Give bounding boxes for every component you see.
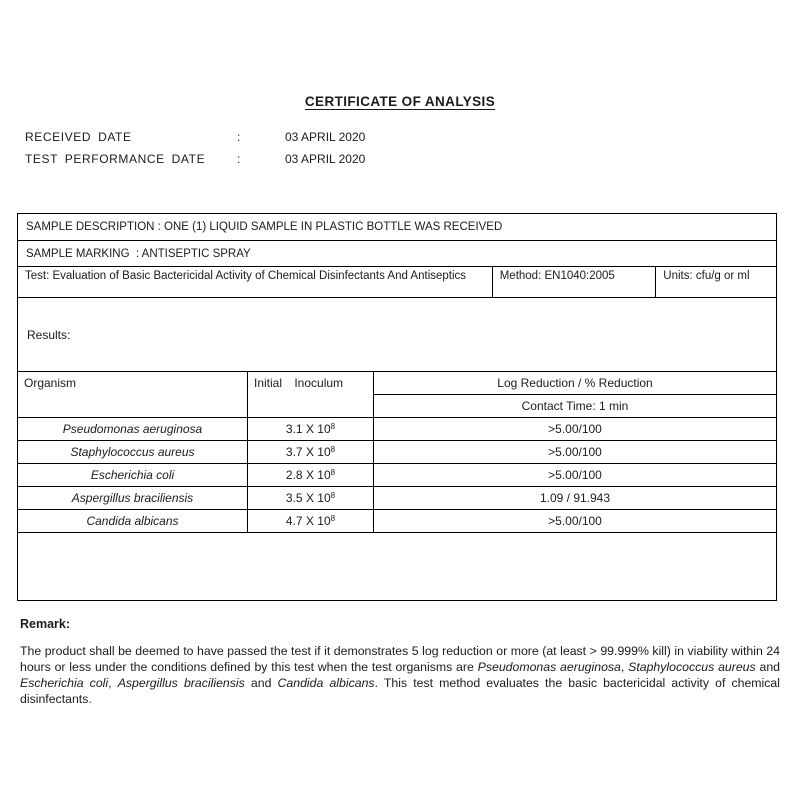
certificate-table — [17, 213, 777, 601]
remark-heading: Remark: — [20, 617, 71, 631]
table-row — [18, 487, 776, 510]
received-date-label: RECEIVED DATE — [25, 130, 132, 144]
test-performance-date-row — [25, 152, 525, 168]
inoculum-exponent: 8 — [330, 514, 336, 523]
result-cell: 1.09 / 91.943 — [539, 491, 611, 505]
results-label-cell: Results: — [18, 298, 776, 372]
table-row — [18, 464, 776, 487]
inoculum-value: 3.5 X 10 — [285, 491, 331, 505]
test-performance-date-value: 03 APRIL 2020 — [285, 152, 366, 166]
method-cell: Method: EN1040:2005 — [493, 267, 657, 297]
organism-header-cell: Organism — [18, 372, 248, 417]
test-performance-date-separator: : — [237, 152, 241, 166]
log-reduction-header-cell: Log Reduction / % Reduction — [374, 372, 776, 395]
inoculum-value: 2.8 X 10 — [285, 468, 331, 482]
table-row — [18, 510, 776, 533]
organism-cell: Staphylococcus aureus — [18, 441, 248, 463]
inoculum-cell — [248, 441, 374, 463]
units-cell: Units: cfu/g or ml — [663, 270, 750, 282]
test-performance-date-label: TEST PERFORMANCE DATE — [25, 152, 206, 166]
received-date-row — [25, 130, 525, 146]
sample-marking-row: SAMPLE MARKING : ANTISEPTIC SPRAY — [18, 241, 776, 267]
inoculum-cell — [248, 487, 374, 509]
table-row — [18, 418, 776, 441]
inoculum-cell — [248, 510, 374, 532]
inoculum-value: 3.7 X 10 — [285, 445, 331, 459]
initial-inoculum-header-cell: Initial Inoculum — [248, 372, 374, 417]
inoculum-exponent: 8 — [330, 491, 336, 500]
log-reduction-header-group — [374, 372, 776, 417]
organism-cell: Aspergillus braciliensis — [18, 487, 248, 509]
inoculum-cell — [248, 418, 374, 440]
test-cell: Test: Evaluation of Basic Bactericidal Activity of Chemical Disinfectants And Antiseptics — [18, 267, 493, 297]
inoculum-exponent: 8 — [330, 422, 336, 431]
document-title: CERTIFICATE OF ANALYSIS — [304, 94, 496, 109]
organism-cell: Candida albicans — [18, 510, 248, 532]
table-row — [18, 441, 776, 464]
contact-time-header-cell: Contact Time: 1 min — [521, 398, 629, 413]
results-table-header — [18, 372, 776, 418]
inoculum-exponent: 8 — [330, 445, 336, 454]
result-cell: >5.00/100 — [548, 422, 602, 436]
test-method-units-row — [18, 267, 776, 298]
inoculum-value: 4.7 X 10 — [285, 514, 331, 528]
organism-cell: Pseudomonas aeruginosa — [18, 418, 248, 440]
organism-cell: Escherichia coli — [18, 464, 248, 486]
result-cell: >5.00/100 — [548, 514, 602, 528]
received-date-value: 03 APRIL 2020 — [285, 130, 366, 144]
inoculum-value: 3.1 X 10 — [285, 422, 331, 436]
received-date-separator: : — [237, 130, 241, 144]
result-cell: >5.00/100 — [548, 468, 602, 482]
inoculum-exponent: 8 — [330, 468, 336, 477]
sample-description-row: SAMPLE DESCRIPTION : ONE (1) LIQUID SAMPLE IN PLASTIC BOTTLE WAS RECEIVED — [18, 214, 776, 241]
empty-table-area — [18, 533, 776, 600]
result-cell: >5.00/100 — [548, 445, 602, 459]
remark-paragraph: The product shall be deemed to have passed the test if it demonstrates 5 log reduction or more (at least > 99.999% kill) in viability within 24 hours or less under the conditions defined by this test when the test organisms are Pseudomonas aeruginosa, Staphylococcus aureus and Escherichia coli, Aspergillus braciliensis and Candida albicans. This test method evaluates the basic bactericidal activity of chemical disinfectants. — [20, 644, 780, 706]
inoculum-cell — [248, 464, 374, 486]
